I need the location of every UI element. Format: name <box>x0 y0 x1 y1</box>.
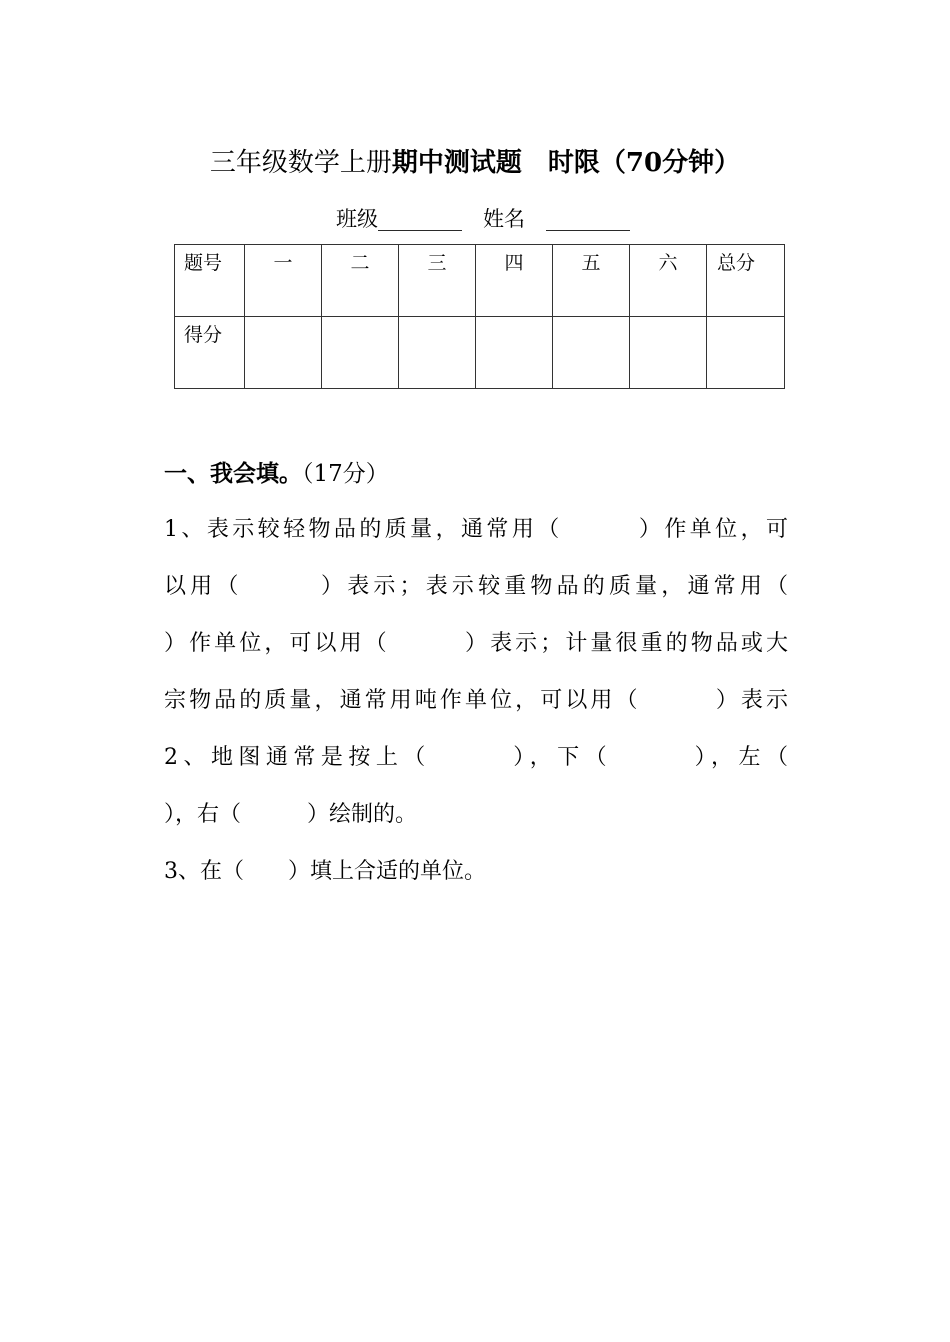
score-cell <box>245 317 322 389</box>
title-grade: 三年级数学上册 <box>209 148 392 178</box>
header-cell: 五 <box>553 245 630 317</box>
header-cell: 六 <box>630 245 707 317</box>
header-cell: 四 <box>476 245 553 317</box>
score-cell <box>476 317 553 389</box>
question-line: ），右（ ）绘制的。 <box>164 802 418 827</box>
question-line: 以用（ ）表示；表示较重物品的质量，通常用（ <box>164 574 788 599</box>
score-label-cell: 得分 <box>175 317 245 389</box>
score-cell <box>707 317 785 389</box>
header-cell: 总分 <box>707 245 785 317</box>
header-cell: 三 <box>399 245 476 317</box>
score-cell <box>630 317 707 389</box>
table-score-row <box>175 317 785 389</box>
section-heading <box>164 455 389 488</box>
name-field: 姓名 ________ <box>462 207 630 231</box>
question-line: 宗物品的质量，通常用吨作单位，可以用（ ）表示 <box>164 688 788 713</box>
score-cell <box>553 317 630 389</box>
score-cell <box>399 317 476 389</box>
question-line: ）作单位，可以用（ ）表示；计量很重的物品或大 <box>164 631 788 656</box>
header-cell: 题号 <box>175 245 245 317</box>
section-points: （17分） <box>302 461 389 487</box>
table-header-row <box>175 245 785 317</box>
title-exam: 期中测试题 <box>391 148 522 178</box>
page-title <box>0 142 950 179</box>
question-line: 2、地图通常是按上（ ），下（ ），左（ <box>164 745 788 770</box>
score-table <box>174 244 785 389</box>
class-field: 班级________ <box>336 207 462 231</box>
score-cell <box>322 317 399 389</box>
student-info <box>336 203 630 233</box>
header-cell: 一 <box>245 245 322 317</box>
section-title: 一、我会填。 <box>164 460 302 487</box>
question-line: 3、在（ ）填上合适的单位。 <box>164 859 486 884</box>
title-time-limit: 时限（70分钟） <box>521 148 741 178</box>
question-line: 1、表示较轻物品的质量，通常用（ ）作单位，可 <box>164 517 788 542</box>
header-cell: 二 <box>322 245 399 317</box>
